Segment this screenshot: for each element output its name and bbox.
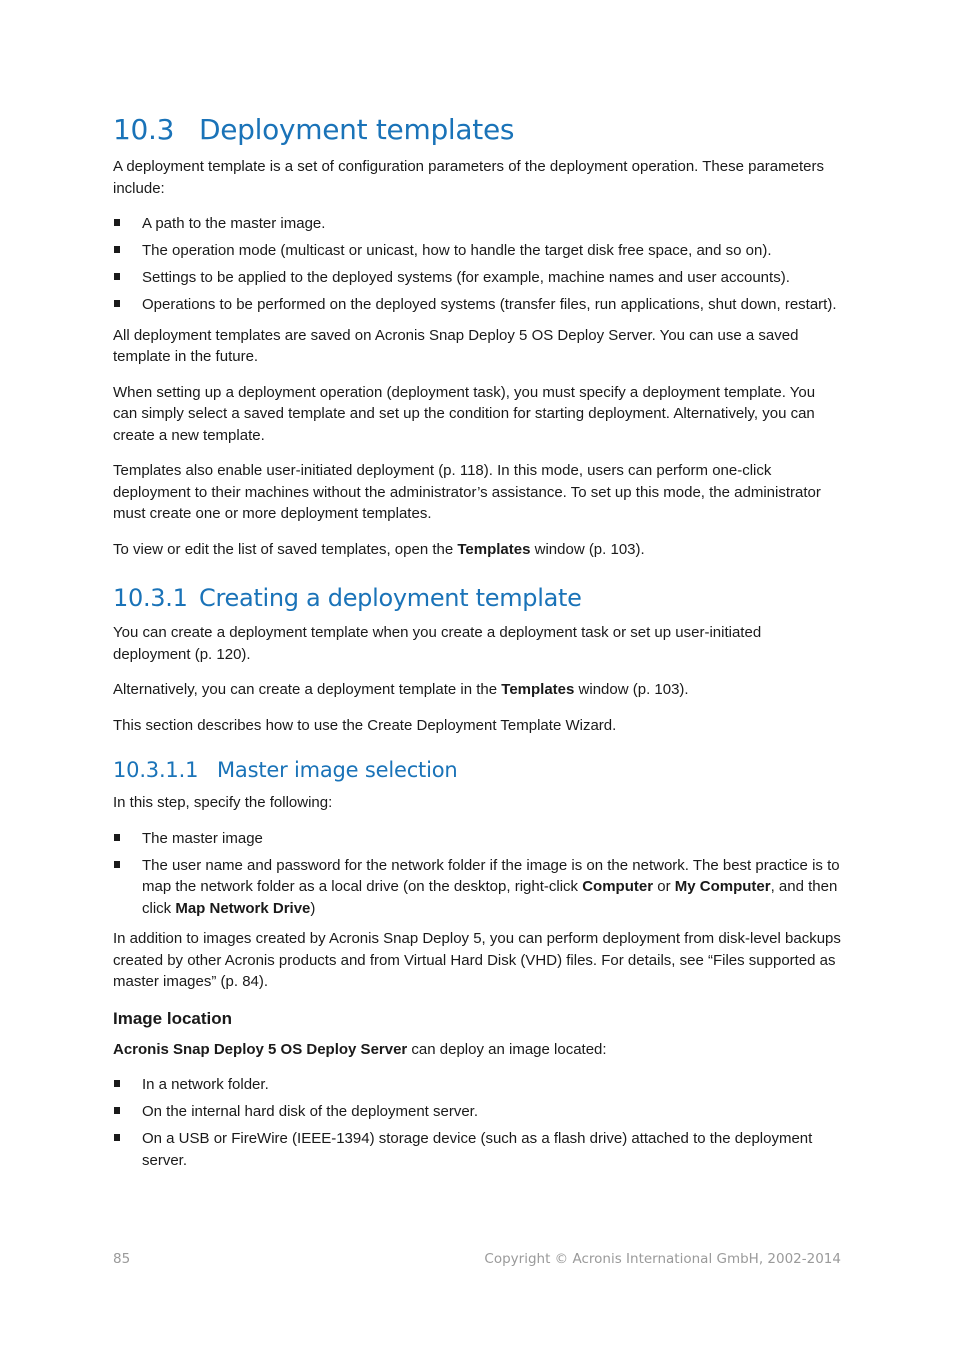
subsubsection-heading xyxy=(113,756,841,784)
list-item: Settings to be applied to the deployed systems (for example, machine names and user accounts). xyxy=(113,267,841,289)
bullet-icon xyxy=(114,861,120,868)
paragraph-deployment-task: When setting up a deployment operation (deployment task), you must specify a deployment template. You can simply select a saved template and set up the condition for starting deployment. Alternatively, you can create a new template. xyxy=(113,383,816,444)
step-list xyxy=(113,828,841,920)
bullet-icon xyxy=(114,1107,120,1114)
bullet-icon xyxy=(114,246,120,253)
bullet-icon xyxy=(114,834,120,841)
bullet-icon xyxy=(114,273,120,280)
list-item: A path to the master image. xyxy=(113,213,841,235)
section-heading xyxy=(113,112,841,148)
bullet-icon xyxy=(114,300,120,307)
list-item: On a USB or FireWire (IEEE-1394) storage device (such as a flash drive) attached to the deployment server. xyxy=(113,1128,841,1171)
location-list xyxy=(113,1074,841,1171)
templates-window-ref: Templates xyxy=(501,681,575,698)
subsubsection-number: 10.3.1.1 xyxy=(113,758,199,782)
list-item: The user name and password for the network folder if the image is on the network. The best practice is to map the network folder as a local drive (on the desktop, right-click Computer or My Computer, and then click Map Network Drive) xyxy=(113,855,841,920)
paragraph-user-initiated: Templates also enable user-initiated deployment (p. 118). In this mode, users can perform one-click deployment to their machines without the administrator’s assistance. To set up this mode, the administrator must create one or more deployment templates. xyxy=(113,462,821,522)
list-item: The master image xyxy=(113,828,841,850)
parameters-list xyxy=(113,213,841,316)
subsection-number: 10.3.1 xyxy=(113,584,188,612)
page-footer xyxy=(113,1251,841,1271)
list-item: The operation mode (multicast or unicast, how to handle the target disk free space, and so on). xyxy=(113,240,841,262)
image-location-heading: Image location xyxy=(113,1008,233,1028)
templates-window-ref: Templates xyxy=(457,540,531,558)
section-intro: A deployment template is a set of configuration parameters of the deployment operation. These parameters include: xyxy=(113,158,824,197)
bullet-icon xyxy=(114,219,120,226)
paragraph-image-location: Acronis Snap Deploy 5 OS Deploy Server can deploy an image located: xyxy=(113,1040,607,1058)
paragraph-formats: In addition to images created by Acronis Snap Deploy 5, you can perform deployment from disk-level backups created by other Acronis products and from Virtual Hard Disk (VHD) files. For details, see “Files supported as master images” (p. 84). xyxy=(113,930,841,990)
copyright-notice: Copyright © Acronis International GmbH, 2002-2014 xyxy=(484,1251,841,1267)
paragraph-wizard: This section describes how to use the Create Deployment Template Wizard. xyxy=(113,716,617,734)
paragraph-step-intro: In this step, specify the following: xyxy=(113,794,333,811)
paragraph-create: You can create a deployment template when you create a deployment task or set up user-initiated deployment (p. 120). xyxy=(113,624,762,663)
page-number: 85 xyxy=(113,1251,131,1267)
paragraph-saved-templates: All deployment templates are saved on Acronis Snap Deploy 5 OS Deploy Server. You can use a saved template in the future. xyxy=(113,326,799,365)
paragraph-view-templates: To view or edit the list of saved templates, open the Templates window (p. 103). xyxy=(113,540,645,558)
subsubsection-title: Master image selection xyxy=(217,758,458,782)
paragraph-alternative: Alternatively, you can create a deployment template in the Templates window (p. 103). xyxy=(113,681,689,698)
section-number: 10.3 xyxy=(113,113,175,146)
subsection-title: Creating a deployment template xyxy=(199,584,582,612)
list-item: In a network folder. xyxy=(113,1074,841,1096)
bullet-icon xyxy=(114,1080,120,1087)
list-item: On the internal hard disk of the deployment server. xyxy=(113,1101,841,1123)
page-content xyxy=(113,112,841,1180)
section-title: Deployment templates xyxy=(199,113,515,146)
list-item: Operations to be performed on the deployed systems (transfer files, run applications, shut down, restart). xyxy=(113,294,841,316)
subsection-heading xyxy=(113,582,841,614)
bullet-icon xyxy=(114,1134,120,1141)
